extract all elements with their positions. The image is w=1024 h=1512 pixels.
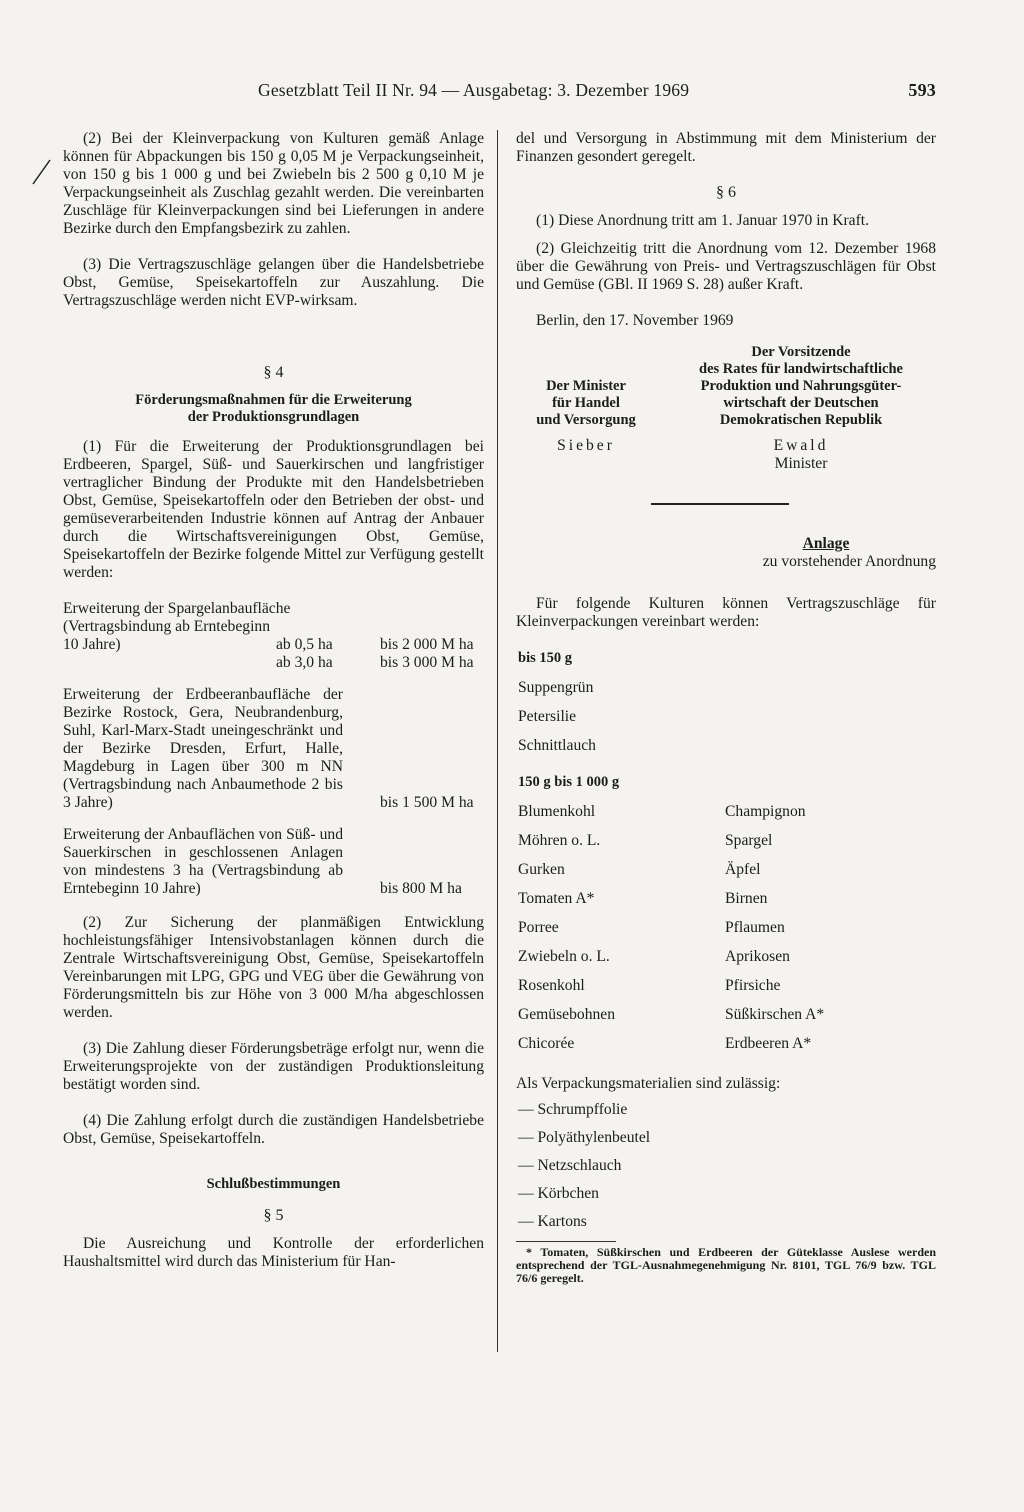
footnote: * Tomaten, Süßkirschen und Erdbeeren der Güteklasse Auslese werden entsprechend der TGL-Ausnahmegenehmigung Nr. 8101, TGL 76/9 bzw. TGL 76/6 geregelt. [516,1245,936,1285]
left-column [63,130,484,1271]
signatory-line: wirtschaft der Deutschen [723,395,879,411]
list-item: Erdbeeren A* [725,1035,812,1052]
paragraph: (3) Die Vertragszuschläge gelangen über die Handelsbetriebe Obst, Gemüse, Speisekartoffeln zur Auszahlung. Die Vertragszuschläge werden nicht EVP-wirksam. [63,256,484,309]
funding-text: Erweiterung der Anbauflächen von Süß- und Sauerkirschen in geschlossenen Anlagen von mindestens 3 ha (Vertragsbindung ab Erntebeginn 10 Jahre) [63,826,343,897]
header-title: Gesetzblatt Teil II Nr. 94 — Ausgabetag: 3. Dezember 1969 [258,80,690,100]
list-item: Möhren o. L. [518,832,601,849]
paragraph: (2) Zur Sicherung der planmäßigen Entwicklung hochleistungsfähiger Intensivobstanlagen können durch die Zentrale Wirtschaftsvereinigung Obst, Gemüse, Speisekartoffeln Vereinbarungen mit LPG, GPG und VEG über die Gewährung von Förderungsmitteln bis zur Höhe von 3 000 M/ha abgeschlossen werden. [63,914,484,1021]
signatory-left-title [516,344,656,429]
paragraph: (2) Bei der Kleinverpackung von Kulturen gemäß Anlage können für Abpackungen bis 150 g 0,05 M je Verpackungseinheit, von 150 g bis 1 000 g und bei Zwiebeln bis 2 500 g 0,10 M je Verpackungseinheit als Zuschlag gezahlt werden. Die vereinbarten Zuschläge für Kleinverpackungen sind bei Lieferungen in andere Bezirke durch den Empfangsbezirk zu zahlen. [63,130,484,237]
signatory-line: Demokratischen Republik [719,412,883,428]
signatory-names [516,437,936,473]
funding-table [63,600,484,898]
signatory-line: Produktion und Nahrungsgüter- [700,378,902,394]
page-number: 593 [908,80,936,100]
list-item: Spargel [725,832,773,849]
weight-class-heading: 150 g bis 1 000 g [518,774,620,790]
signatory-line: Der Minister [546,378,626,394]
list-item: Gemüsebohnen [518,1006,616,1023]
list-item: Pfirsiche [725,977,781,994]
signature-block [516,344,936,429]
list-item: Suppengrün [518,679,594,696]
funding-amount: bis 2 000 M ha [380,636,474,653]
crop-list [516,679,936,755]
signatory-right-title [666,344,936,429]
section-heading: § 6 [716,184,736,201]
list-item: Gurken [518,861,565,878]
annex-heading: Anlage [802,535,850,552]
signatory-line: des Rates für landwirtschaftliche [699,361,903,377]
list-item: Porree [518,919,559,936]
crop-list [518,803,936,1053]
signatory-line: Der Vorsitzende [751,344,851,360]
funding-item [63,600,484,672]
paragraph: (3) Die Zahlung dieser Förderungsbeträge erfolgt nur, wenn die Erweiterungsprojekte von der zuständigen Produktionsleitung bestätigt worden sind. [63,1040,484,1093]
signatory-name: Sieber [557,437,615,454]
funding-text: Erweiterung der Spargelanbaufläche [63,600,291,617]
list-item: Petersilie [518,708,577,725]
paragraph: (2) Gleichzeitig tritt die Anordnung vom 12. Dezember 1968 über die Gewährung von Preis- und Vertragszuschlägen für Obst und Gemüse (GBl. II 1969 S. 28) außer Kraft. [516,240,936,293]
paragraph: (4) Die Zahlung erfolgt durch die zuständigen Handelsbetriebe Obst, Gemüse, Speisekartoffeln. [63,1112,484,1147]
list-item: — Kartons [518,1213,587,1230]
funding-text: 10 Jahre) [63,636,121,653]
list-item: — Polyäthylenbeutel [518,1129,651,1146]
material-list [518,1101,936,1231]
column-divider [497,130,498,1352]
list-item: Schnittlauch [518,737,596,754]
paragraph: (1) Diese Anordnung tritt am 1. Januar 1970 in Kraft. [536,212,870,229]
paragraph: del und Versorgung in Abstimmung mit dem Ministerium der Finanzen gesondert geregelt. [516,130,936,165]
list-item: Tomaten A* [518,890,595,907]
section-title-line: der Produktionsgrundlagen [187,409,360,425]
funding-amount: bis 3 000 M ha [380,654,474,671]
section-heading: § 4 [263,364,284,381]
list-item: Birnen [725,890,768,907]
list-item: Chicorée [518,1035,575,1052]
section-title [63,392,484,426]
list-item: Rosenkohl [518,977,585,994]
funding-threshold: ab 3,0 ha [276,654,333,671]
annex-subheading: zu vorstehender Anordnung [762,553,936,570]
list-item: Zwiebeln o. L. [518,948,610,965]
list-item: — Schrumpffolie [518,1101,628,1118]
funding-item [63,826,484,898]
funding-text: Erweiterung der Erdbeeranbaufläche der Bezirke Rostock, Gera, Neubrandenburg, Suhl, Karl-Marx-Stadt uneingeschränkt und der Bezirke Dresden, Erfurt, Halle, Magdeburg in Lagen über 300 m NN (Vertragsbindung nach Anbaumethode 2 bis 3 Jahre) [63,686,343,811]
footnote-rule [516,1241,616,1242]
weight-class-heading: bis 150 g [518,650,572,666]
section-title-line: Förderungsmaßnahmen für die Erweiterung [135,392,412,408]
signatory-name: Ewald [773,437,829,454]
list-item: Blumenkohl [518,803,596,820]
section-title: Schlußbestimmungen [206,1176,341,1192]
paragraph: Die Ausreichung und Kontrolle der erforderlichen Haushaltsmittel wird durch das Ministerium für Han- [63,1235,484,1270]
funding-text: (Vertragsbindung ab Erntebeginn [63,618,270,635]
list-item: Aprikosen [725,948,790,965]
list-item: Äpfel [725,861,761,878]
list-item: Pflaumen [725,919,785,936]
funding-threshold: ab 0,5 ha [276,636,333,653]
funding-amount: bis 800 M ha [380,880,462,897]
paragraph: Als Verpackungsmaterialien sind zulässig: [516,1075,781,1092]
margin-mark-icon [30,158,52,186]
section-heading: § 5 [263,1207,284,1224]
signatory-role: Minister [774,455,828,472]
signatory-line: und Versorgung [536,412,636,428]
funding-amount: bis 1 500 M ha [380,794,474,811]
list-item: Süßkirschen A* [725,1006,825,1023]
paragraph: Für folgende Kulturen können Vertragszuschläge für Kleinverpackungen vereinbart werden: [516,595,936,630]
place-date: Berlin, den 17. November 1969 [536,312,734,329]
signatory-line: für Handel [552,395,620,411]
divider-rule [651,503,789,505]
funding-item [63,686,484,812]
page-header [258,80,936,101]
list-item: — Netzschlauch [518,1157,622,1174]
right-column [516,130,936,1285]
list-item: Champignon [725,803,806,820]
list-item: — Körbchen [518,1185,599,1202]
paragraph: (1) Für die Erweiterung der Produktionsgrundlagen bei Erdbeeren, Spargel, Süß- und Sauerkirschen und langfristiger vertraglicher Bindung der Produkte mit den Handelsbetrieben Obst, Gemüse, Speisekartoffeln oder den Betrieben der obst- und gemüseverarbeitenden Industrie können auf Antrag der Anbauer durch die Wirtschaftsvereinigungen Obst, Gemüse, Speisekartoffeln der Bezirke folgende Mittel zur Verfügung gestellt werden: [63,438,484,581]
